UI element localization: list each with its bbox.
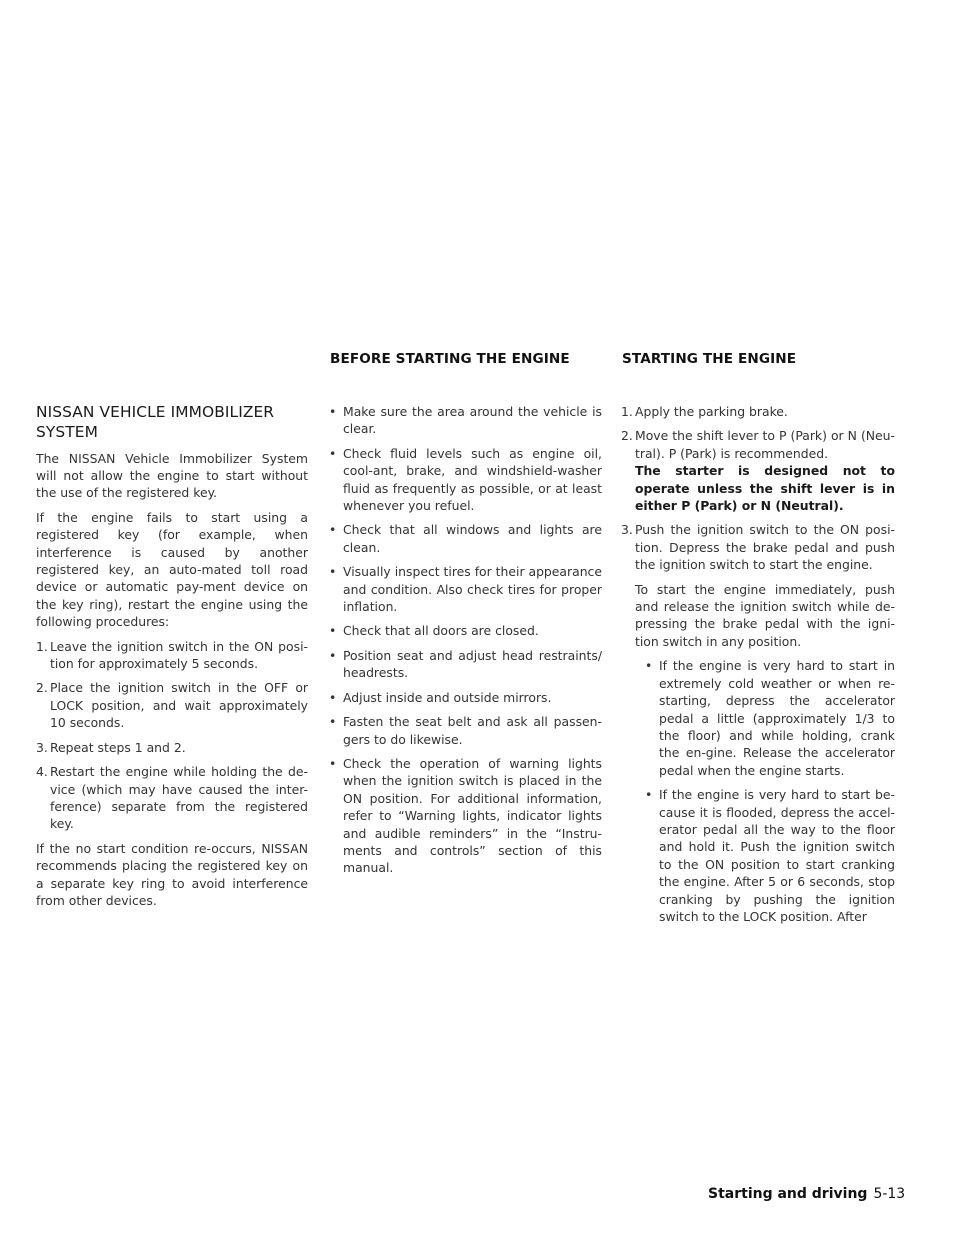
step-text: Restart the engine while holding the de-vice (which may have caused the inter-ference) separate from the registered key.	[50, 764, 308, 832]
step-text: Push the ignition switch to the ON posi-tion. Depress the brake pedal and push the ignition switch to start the engine.	[635, 522, 895, 573]
step-number: 2.	[621, 428, 633, 444]
checklist-text: Check fluid levels such as engine oil, cool-ant, brake, and windshield-washer fluid as frequently as possible, or at least whenever you refuel.	[343, 445, 602, 514]
list-item	[329, 521, 602, 556]
step-number: 4.	[36, 764, 48, 780]
list-item	[329, 647, 602, 682]
list-item	[36, 679, 308, 731]
list-item	[635, 657, 895, 779]
bullet-dot: •	[645, 658, 653, 674]
bullet-dot: •	[329, 714, 337, 730]
immediate-start-paragraph: To start the engine immediately, push and release the ignition switch while de-pressing the brake pedal with the igni-tion switch in any position.	[635, 581, 895, 649]
checklist-text: Check that all doors are closed.	[343, 623, 539, 639]
page-footer	[708, 1186, 906, 1202]
bullet-dot: •	[329, 689, 337, 705]
bullet-dot: •	[329, 522, 337, 538]
section-header-before-starting: BEFORE STARTING THE ENGINE	[330, 351, 570, 367]
bullet-dot: •	[329, 755, 337, 771]
hard-start-tips	[635, 657, 895, 925]
tip-text: If the engine is very hard to start in extremely cold weather or when re-starting, depress the accelerator pedal a little (approximately 1/3 to the floor) and while holding, crank the en-gine. Release the accelerator pedal when the engine starts.	[659, 658, 895, 778]
list-item	[621, 403, 895, 420]
bullet-dot: •	[329, 445, 337, 461]
list-item	[329, 689, 602, 706]
column-before-starting	[329, 403, 602, 884]
checklist-text: Check the operation of warning lights when the ignition switch is placed in the ON position. For additional information, refer to “Warning lights, indicator lights and audible reminders” in the “Instru-ments and controls” section of this manual.	[343, 755, 602, 876]
step-number: 2.	[36, 680, 48, 696]
immobilizer-heading	[36, 403, 308, 443]
checklist	[329, 403, 602, 877]
immobilizer-recurrence-paragraph: If the no start condition re-occurs, NISSAN recommends placing the registered key on a separate key ring to avoid interference from other devices.	[36, 840, 308, 908]
list-item	[329, 445, 602, 515]
bullet-dot: •	[329, 647, 337, 663]
step-text: Apply the parking brake.	[635, 404, 788, 419]
bullet-dot: •	[645, 787, 653, 803]
column-immobilizer	[36, 403, 308, 916]
tip-text: If the engine is very hard to start be-cause it is flooded, depress the accel-erator pedal all the way to the floor and hold it. Push the ignition switch to the ON position to start cranking the engine. After 5 or 6 seconds, stop cranking by pushing the ignition switch to the LOCK position. After	[659, 787, 895, 924]
checklist-text: Adjust inside and outside mirrors.	[343, 689, 552, 705]
list-item	[329, 403, 602, 438]
list-item	[329, 755, 602, 877]
immobilizer-intro-paragraph: The NISSAN Vehicle Immobilizer System will not allow the engine to start without the use of the registered key.	[36, 450, 308, 501]
list-item	[621, 427, 895, 514]
starting-steps-list	[621, 403, 895, 925]
step-text: Leave the ignition switch in the ON posi-tion for approximately 5 seconds.	[50, 638, 308, 672]
checklist-text: Visually inspect tires for their appearance and condition. Also check tires for proper inflation.	[343, 564, 602, 615]
step-text: Repeat steps 1 and 2.	[50, 739, 186, 755]
step-number: 1.	[36, 638, 48, 654]
list-item	[329, 622, 602, 639]
list-item	[621, 521, 895, 925]
checklist-text: Check that all windows and lights are clean.	[343, 522, 602, 555]
list-item	[36, 763, 308, 833]
section-header-starting-engine: STARTING THE ENGINE	[622, 351, 797, 367]
step-number: 3.	[621, 522, 633, 538]
list-item	[329, 713, 602, 748]
step-text: Place the ignition switch in the OFF or LOCK position, and wait approximately 10 seconds.	[50, 680, 308, 731]
list-item	[36, 739, 308, 756]
list-item	[36, 638, 308, 673]
step-text: Move the shift lever to P (Park) or N (Neu-tral). P (Park) is recommended.	[635, 428, 895, 461]
list-item	[635, 786, 895, 925]
step-number: 3.	[36, 739, 48, 755]
page-number: 5-13	[873, 1186, 906, 1202]
list-item	[329, 563, 602, 615]
checklist-text: Position seat and adjust head restraints/ headrests.	[343, 647, 602, 681]
checklist-text: Make sure the area around the vehicle is clear.	[343, 404, 602, 437]
starter-warning-text: The starter is designed not to operate unless the shift lever is in either P (Park) or N (Neutral).	[635, 463, 895, 514]
footer-chapter-title: Starting and driving	[708, 1186, 868, 1202]
immobilizer-procedure-paragraph: If the engine fails to start using a registered key (for example, when interference is caused by another registered key, an auto-mated toll road device or automatic pay-ment device on the key ring), restart the engine using the following procedures:	[36, 509, 308, 630]
bullet-dot: •	[329, 404, 337, 419]
immobilizer-steps-list	[36, 638, 308, 833]
column-starting-engine	[621, 403, 895, 932]
immobilizer-heading-line2: SYSTEM	[36, 422, 98, 441]
checklist-text: Fasten the seat belt and ask all passen-gers to do likewise.	[343, 714, 602, 747]
immobilizer-heading-line1: NISSAN VEHICLE IMMOBILIZER	[36, 403, 275, 421]
step-number: 1.	[621, 404, 633, 419]
bullet-dot: •	[329, 564, 337, 580]
bullet-dot: •	[329, 623, 337, 639]
